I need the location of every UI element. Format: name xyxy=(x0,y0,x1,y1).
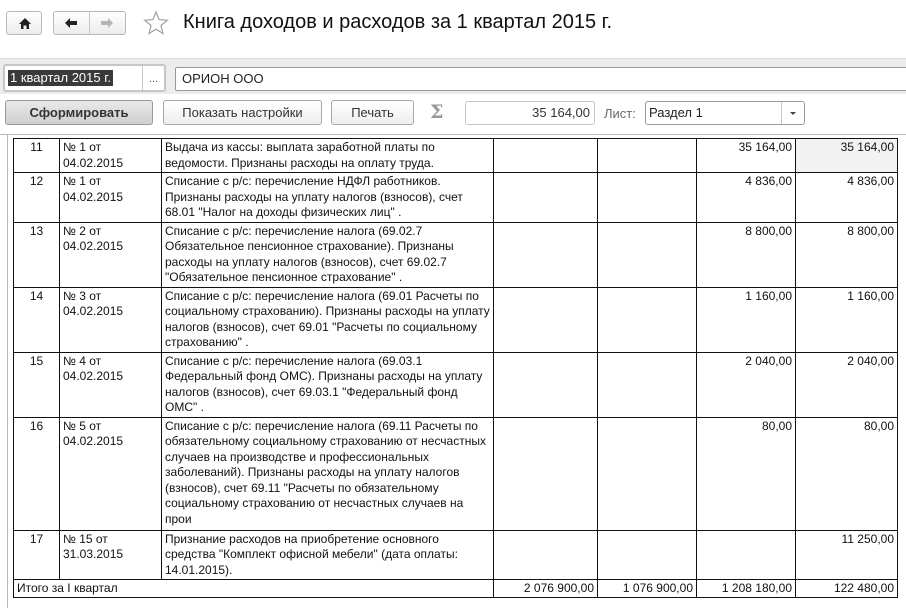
row-amount-col5 xyxy=(598,139,697,173)
row-amount-col7: 8 800,00 xyxy=(796,222,898,287)
row-description: Списание с р/с: перечисление НДФЛ работников. Признаны расходы на уплату налогов (взносов), счет 68.01 "Налог на доходы физических лиц" . xyxy=(162,173,494,223)
forward-button[interactable] xyxy=(90,12,126,34)
row-document: № 2 от 04.02.2015 xyxy=(60,222,162,287)
star-icon[interactable] xyxy=(143,10,169,36)
row-amount-col4 xyxy=(494,287,598,352)
row-number: 13 xyxy=(14,222,60,287)
row-amount-col4 xyxy=(494,352,598,417)
row-number: 17 xyxy=(14,530,60,580)
sheet-label: Лист: xyxy=(604,106,636,121)
row-number: 16 xyxy=(14,417,60,530)
row-description: Списание с р/с: перечисление налога (69.11 Расчеты по обязательному социальному страхованию от несчастных случаев на производстве и профессиональных заболеваний). Признаны расходы на уплату налогов (взносов), счет 69.11 "Расчеты по обязательному социальному страхованию от несчастных случаев на прои xyxy=(162,417,494,530)
row-amount-col7: 1 160,00 xyxy=(796,287,898,352)
home-icon xyxy=(18,17,32,30)
toolbar xyxy=(0,94,906,130)
total-amount-c4: 2 076 900,00 xyxy=(494,580,598,598)
row-number: 12 xyxy=(14,173,60,223)
row-amount-col7: 4 836,00 xyxy=(796,173,898,223)
total-amount-c7: 122 480,00 xyxy=(796,580,898,598)
table-row xyxy=(14,530,898,580)
row-amount-col7: 11 250,00 xyxy=(796,530,898,580)
row-amount-col5 xyxy=(598,222,697,287)
period-picker-button[interactable]: ... xyxy=(142,66,164,90)
row-amount-col5 xyxy=(598,352,697,417)
row-number: 11 xyxy=(14,139,60,173)
row-amount-col4 xyxy=(494,173,598,223)
report-gutter xyxy=(7,135,8,608)
row-document: № 4 от 04.02.2015 xyxy=(60,352,162,417)
back-button[interactable] xyxy=(54,12,90,34)
row-document: № 1 от 04.02.2015 xyxy=(60,139,162,173)
row-amount-col5 xyxy=(598,173,697,223)
total-label: Итого за I квартал xyxy=(14,580,494,598)
show-settings-button[interactable]: Показать настройки xyxy=(163,100,322,125)
row-amount-col6 xyxy=(697,530,796,580)
row-amount-col4 xyxy=(494,222,598,287)
row-amount-col6: 1 160,00 xyxy=(697,287,796,352)
row-amount-col7: 35 164,00 xyxy=(796,139,898,173)
row-amount-col5 xyxy=(598,417,697,530)
organization-field[interactable]: ОРИОН ООО xyxy=(175,67,906,91)
row-description: Списание с р/с: перечисление налога (69.03.1 Федеральный фонд ОМС). Признаны расходы на уплату налогов (взносов), счет 69.03.1 "Федеральный фонд ОМС" . xyxy=(162,352,494,417)
chevron-down-icon[interactable] xyxy=(781,102,804,124)
row-description: Признание расходов на приобретение основного средства "Комплект офисной мебели" (дата оплаты: 14.01.2015). xyxy=(162,530,494,580)
total-amount-c5: 1 076 900,00 xyxy=(598,580,697,598)
row-document: № 3 от 04.02.2015 xyxy=(60,287,162,352)
row-amount-col6: 35 164,00 xyxy=(697,139,796,173)
row-amount-col4 xyxy=(494,417,598,530)
arrow-right-icon xyxy=(100,17,114,29)
row-document: № 1 от 04.02.2015 xyxy=(60,173,162,223)
row-amount-col6: 8 800,00 xyxy=(697,222,796,287)
table-row xyxy=(14,222,898,287)
home-button[interactable] xyxy=(6,11,42,35)
total-amount-c6: 1 208 180,00 xyxy=(697,580,796,598)
table-row xyxy=(14,139,898,173)
row-amount-col4 xyxy=(494,530,598,580)
generate-button[interactable]: Сформировать xyxy=(5,100,153,125)
sum-field: 35 164,00 xyxy=(465,101,595,125)
row-amount-col4 xyxy=(494,139,598,173)
total-row xyxy=(14,580,898,598)
row-description: Списание с р/с: перечисление налога (69.01 Расчеты по социальному страхованию). Признаны расходы на уплату налогов (взносов), счет 69.01 "Расчеты по социальному страхованию" . xyxy=(162,287,494,352)
row-amount-col6: 2 040,00 xyxy=(697,352,796,417)
navigation-arrows xyxy=(53,11,126,35)
row-amount-col7: 2 040,00 xyxy=(796,352,898,417)
period-field[interactable] xyxy=(3,64,166,92)
table-row xyxy=(14,352,898,417)
sheet-select[interactable] xyxy=(645,101,805,125)
row-description: Выдача из кассы: выплата заработной платы по ведомости. Признаны расходы на оплату труда. xyxy=(162,139,494,173)
print-button[interactable]: Печать xyxy=(331,100,414,125)
row-document: № 5 от 04.02.2015 xyxy=(60,417,162,530)
table-row xyxy=(14,173,898,223)
table-row xyxy=(14,417,898,530)
row-amount-col6: 80,00 xyxy=(697,417,796,530)
sheet-value: Раздел 1 xyxy=(649,105,703,120)
row-document: № 15 от 31.03.2015 xyxy=(60,530,162,580)
row-amount-col7: 80,00 xyxy=(796,417,898,530)
page-title: Книга доходов и расходов за 1 квартал 2015 г. xyxy=(183,11,613,33)
row-amount-col5 xyxy=(598,530,697,580)
period-value[interactable]: 1 квартал 2015 г. xyxy=(10,70,111,85)
table-row xyxy=(14,287,898,352)
filter-bar xyxy=(0,58,906,94)
report-area xyxy=(0,134,906,608)
arrow-left-icon xyxy=(64,17,78,29)
title-bar xyxy=(0,0,906,50)
row-number: 15 xyxy=(14,352,60,417)
sum-icon: Σ xyxy=(430,101,444,123)
row-amount-col6: 4 836,00 xyxy=(697,173,796,223)
row-amount-col5 xyxy=(598,287,697,352)
report-table xyxy=(13,138,898,598)
row-description: Списание с р/с: перечисление налога (69.02.7 Обязательное пенсионное страхование). Признаны расходы на уплату налогов (взносов), счет 69.02.7 "Обязательное пенсионное страхование" . xyxy=(162,222,494,287)
row-number: 14 xyxy=(14,287,60,352)
